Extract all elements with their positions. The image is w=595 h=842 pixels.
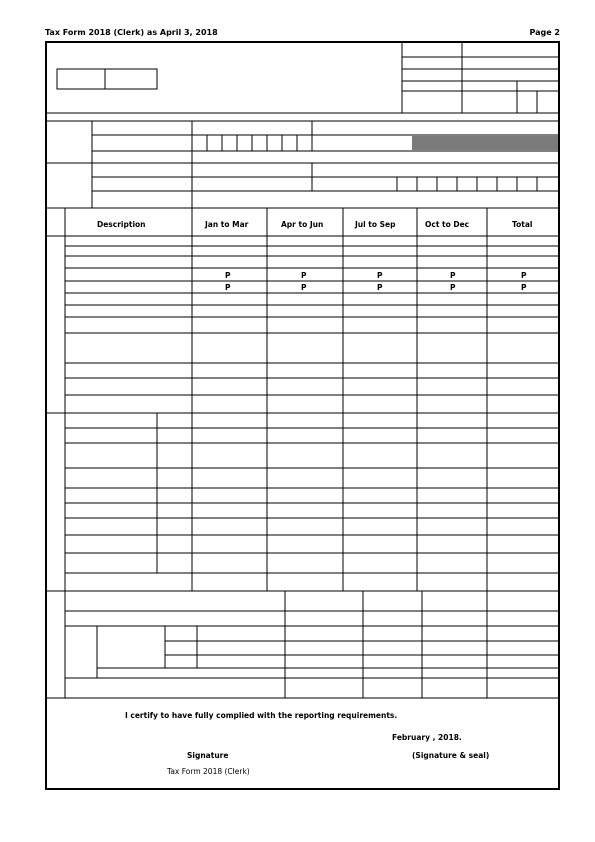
mark-p: P xyxy=(377,283,383,292)
col-1: Jan to Mar xyxy=(205,220,249,229)
seal-label: (Signature & seal) xyxy=(412,751,490,760)
form-grid xyxy=(47,43,558,788)
mark-p: P xyxy=(521,283,527,292)
col-3: Jul to Sep xyxy=(355,220,396,229)
certify-date: February , 2018. xyxy=(392,733,462,742)
mark-p: P xyxy=(225,283,231,292)
mark-p: P xyxy=(450,283,456,292)
footer-note: Tax Form 2018 (Clerk) xyxy=(167,767,250,776)
page-number: Page 2 xyxy=(529,28,560,37)
mark-p: P xyxy=(301,283,307,292)
signature-label: Signature xyxy=(187,751,229,760)
mark-p: P xyxy=(225,271,231,280)
mark-p: P xyxy=(450,271,456,280)
tax-form xyxy=(45,41,560,790)
col-2: Apr to Jun xyxy=(281,220,324,229)
col-description: Description xyxy=(97,220,146,229)
col-5: Total xyxy=(512,220,533,229)
mark-p: P xyxy=(377,271,383,280)
mark-p: P xyxy=(301,271,307,280)
mark-p: P xyxy=(521,271,527,280)
page-header xyxy=(45,28,560,40)
certify-statement: I certify to have fully complied with the reporting requirements. xyxy=(125,711,398,720)
col-4: Oct to Dec xyxy=(425,220,470,229)
form-title-line: Tax Form 2018 (Clerk) as April 3, 2018 xyxy=(45,28,218,37)
